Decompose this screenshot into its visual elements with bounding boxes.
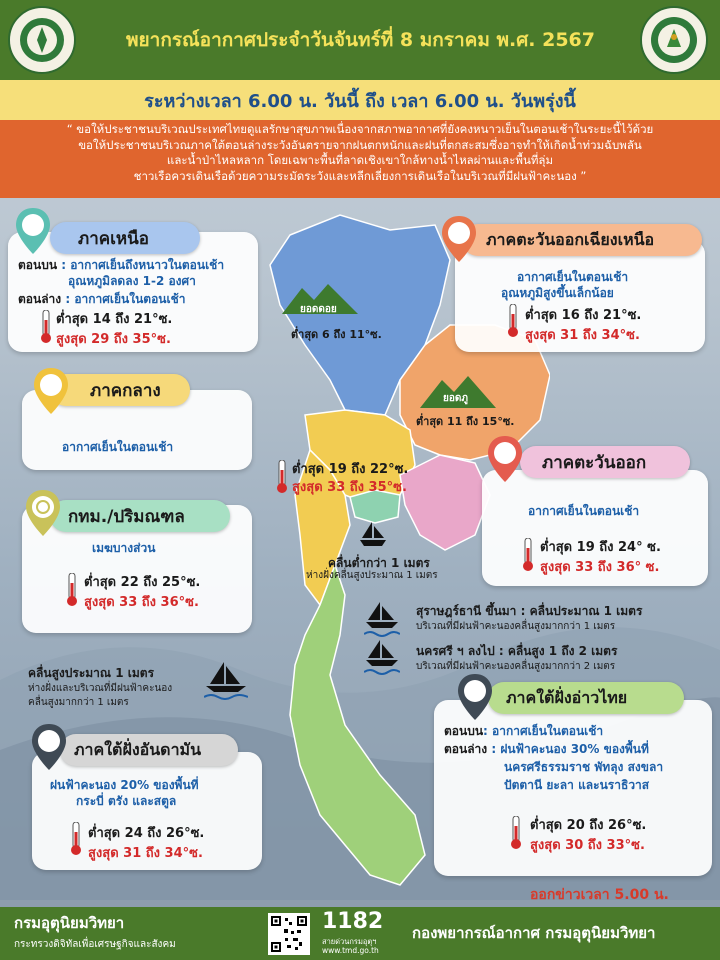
footer-ministry: กระทรวงดิจิทัลเพื่อเศรษฐกิจและสังคม bbox=[14, 939, 176, 950]
boat-icon bbox=[204, 660, 248, 700]
north-upper-text2: อุณหภูมิลดลง 1-2 องศา bbox=[68, 274, 196, 288]
northeast-title: ภาคตะวันออกเฉียงเหนือ bbox=[462, 224, 702, 256]
header-bar bbox=[0, 0, 720, 80]
location-pin-icon bbox=[30, 722, 68, 772]
thermometer-icon bbox=[276, 460, 288, 494]
gulf-lower-label: ตอนล่าง bbox=[444, 742, 488, 756]
gulf-low-temp: ต่ำสุด 20 ถึง 26°ซ. bbox=[530, 818, 647, 833]
east-title: ภาคตะวันออก bbox=[520, 446, 690, 478]
location-pin-icon bbox=[456, 672, 494, 722]
bangkok-text1: เมฆบางส่วน bbox=[92, 541, 156, 555]
central-text1: อากาศเย็นในตอนเช้า bbox=[62, 440, 174, 454]
map-south bbox=[290, 565, 425, 885]
northeast-card bbox=[455, 240, 705, 352]
location-pin-icon bbox=[32, 366, 70, 416]
location-pin-icon bbox=[14, 206, 52, 256]
doi-label: ยอดดอย bbox=[300, 304, 337, 315]
surat-wave-sub: บริเวณที่มีฝนฟ้าคะนองคลื่นสูงมากกว่า 1 เมตร bbox=[416, 621, 616, 632]
north-upper-text: : อากาศเย็นถึงหนาวในตอนเช้า bbox=[61, 258, 225, 272]
gulf-upper-label: ตอนบน bbox=[444, 724, 484, 738]
northeast-text2: อุณหภูมิสูงขึ้นเล็กน้อย bbox=[501, 286, 614, 300]
gulf-upper-wave-sub: ห่างฝั่งคลื่นสูงประมาณ 1 เมตร bbox=[306, 570, 438, 581]
boat-icon bbox=[364, 600, 400, 640]
notice-line: และน้ำป่าไหลหลาก โดยเฉพาะพื้นที่ลาดเชิงเขาใกล้ทางน้ำไหลผ่านและพื้นที่ลุ่ม bbox=[166, 153, 554, 167]
gulf-lower-text2: นครศรีธรรมราช พัทลุง สงขลา bbox=[504, 760, 664, 774]
forecast-period: ระหว่างเวลา 6.00 น. วันนี้ ถึง เวลา 6.00 น. วันพรุ่งนี้ bbox=[0, 80, 720, 120]
bangkok-high-temp: สูงสุด 33 ถึง 36°ซ. bbox=[84, 595, 199, 610]
east-high-temp: สูงสุด 33 ถึง 36° ซ. bbox=[540, 560, 660, 575]
footer-org: กรมอุตุนิยมวิทยา bbox=[14, 914, 125, 932]
east-text1: อากาศเย็นในตอนเช้า bbox=[528, 504, 640, 518]
phu-label: ยอดภู bbox=[443, 393, 468, 404]
south-gulf-card bbox=[434, 700, 712, 876]
northeast-text1: อากาศเย็นในตอนเช้า bbox=[517, 270, 629, 284]
qr-code-icon[interactable] bbox=[268, 913, 310, 955]
andaman-wave-sub2: คลื่นสูงมากกว่า 1 เมตร bbox=[28, 697, 129, 708]
thermometer-icon bbox=[507, 304, 519, 338]
nakhon-wave-sub: บริเวณที่มีฝนฟ้าคะนองคลื่นสูงมากกว่า 2 เมตร bbox=[416, 661, 616, 672]
central-title: ภาคกลาง bbox=[50, 374, 190, 406]
notice-line: “ ขอให้ประชาชนบริเวณประเทศไทยดูแลรักษาสุขภาพเนื่องจากสภาพอากาศที่ยังคงหนาวเย็นในตอนเช้าในระยะนี้ไว้ด้วย bbox=[66, 122, 654, 136]
central-high-temp: สูงสุด 33 ถึง 35°ซ. bbox=[292, 480, 407, 495]
north-title: ภาคเหนือ bbox=[50, 222, 200, 254]
boat-icon bbox=[358, 520, 388, 548]
warning-notice bbox=[0, 120, 720, 198]
phu-temp: ต่ำสุด 11 ถึง 15°ซ. bbox=[416, 415, 515, 428]
east-card bbox=[482, 470, 708, 586]
thermometer-icon bbox=[70, 822, 82, 856]
hotline-number: 1182 bbox=[322, 909, 384, 934]
central-low-temp: ต่ำสุด 19 ถึง 22°ซ. bbox=[292, 462, 409, 477]
gulf-upper-text: : อากาศเย็นในตอนเช้า bbox=[483, 724, 604, 738]
northeast-low-temp: ต่ำสุด 16 ถึง 21°ซ. bbox=[525, 308, 642, 323]
andaman-text2: กระบี่ ตรัง และสตูล bbox=[76, 794, 177, 808]
east-low-temp: ต่ำสุด 19 ถึง 24° ซ. bbox=[540, 540, 661, 555]
gulf-lower-text3: ปัตตานี ยะลา และนราธิวาส bbox=[504, 778, 650, 792]
north-low-temp: ต่ำสุด 14 ถึง 21°ซ. bbox=[56, 312, 173, 327]
andaman-text1: ฝนฟ้าคะนอง 20% ของพื้นที่ bbox=[50, 778, 199, 792]
location-pin-icon bbox=[486, 434, 524, 484]
gulf-high-temp: สูงสุด 30 ถึง 33°ซ. bbox=[530, 838, 645, 853]
thermometer-icon bbox=[522, 538, 534, 572]
gulf-upper-wave: คลื่นต่ำกว่า 1 เมตร bbox=[328, 556, 430, 570]
nakhon-wave: นครศรี ฯ ลงไป : คลื่นสูง 1 ถึง 2 เมตร bbox=[416, 644, 618, 658]
issue-time: ออกข่าวเวลา 5.00 น. bbox=[530, 887, 669, 903]
thermometer-icon bbox=[66, 573, 78, 607]
andaman-wave-sub1: ห่างฝั่งและบริเวณที่มีฝนฟ้าคะนอง bbox=[28, 683, 173, 694]
footer-division: กองพยากรณ์อากาศ กรมอุตุนิยมวิทยา bbox=[412, 924, 656, 942]
location-pin-icon bbox=[24, 488, 62, 538]
doi-temp: ต่ำสุด 6 ถึง 11°ซ. bbox=[291, 328, 382, 341]
notice-line: ชาวเรือควรเดินเรือด้วยความระมัดระวังและหลีกเลี่ยงการเดินเรือในบริเวณที่มีฝนฟ้าคะนอง ” bbox=[133, 168, 587, 183]
ministry-logo-icon bbox=[8, 6, 76, 74]
thermometer-icon bbox=[510, 816, 522, 850]
website-link[interactable]: www.tmd.go.th bbox=[322, 946, 379, 955]
location-pin-icon bbox=[440, 214, 478, 264]
bangkok-low-temp: ต่ำสุด 22 ถึง 25°ซ. bbox=[84, 575, 201, 590]
footer-bar bbox=[0, 907, 720, 960]
andaman-high-temp: สูงสุด 31 ถึง 34°ซ. bbox=[88, 846, 203, 861]
hotline-label: สายด่วนกรมอุตุฯ bbox=[322, 937, 377, 946]
gulf-lower-text: : ฝนฟ้าคะนอง 30% ของพื้นที่ bbox=[491, 742, 649, 756]
north-upper-label: ตอนบน bbox=[18, 258, 58, 272]
notice-line: ขอให้ประชาชนบริเวณภาคใต้ตอนล่างระวังอันตรายจากฝนตกหนักและฝนที่ตกสะสมซึ่งอาจทำให้เกิดน้ำท่วมฉับพลัน bbox=[78, 137, 642, 152]
bangkok-title: กทม./ปริมณฑล bbox=[50, 500, 230, 532]
northeast-high-temp: สูงสุด 31 ถึง 34°ซ. bbox=[525, 328, 640, 343]
boat-icon bbox=[364, 638, 400, 678]
map-east bbox=[400, 455, 490, 550]
thermometer-icon bbox=[40, 310, 52, 344]
page-title: พยากรณ์อากาศประจำวันจันทร์ที่ 8 มกราคม พ.ศ. 2567 bbox=[126, 29, 595, 51]
north-lower-text: : อากาศเย็นในตอนเช้า bbox=[65, 292, 186, 306]
south-gulf-title: ภาคใต้ฝั่งอ่าวไทย bbox=[488, 682, 684, 714]
south-andaman-title: ภาคใต้ฝั่งอันดามัน bbox=[60, 734, 238, 766]
surat-wave: สุราษฎร์ธานี ขึ้นมา : คลื่นประมาณ 1 เมตร bbox=[416, 604, 643, 618]
andaman-low-temp: ต่ำสุด 24 ถึง 26°ซ. bbox=[88, 826, 205, 841]
north-high-temp: สูงสุด 29 ถึง 35°ซ. bbox=[56, 332, 171, 347]
andaman-wave: คลื่นสูงประมาณ 1 เมตร bbox=[28, 666, 155, 680]
tmd-logo-icon bbox=[640, 6, 708, 74]
north-lower-label: ตอนล่าง bbox=[18, 292, 62, 306]
